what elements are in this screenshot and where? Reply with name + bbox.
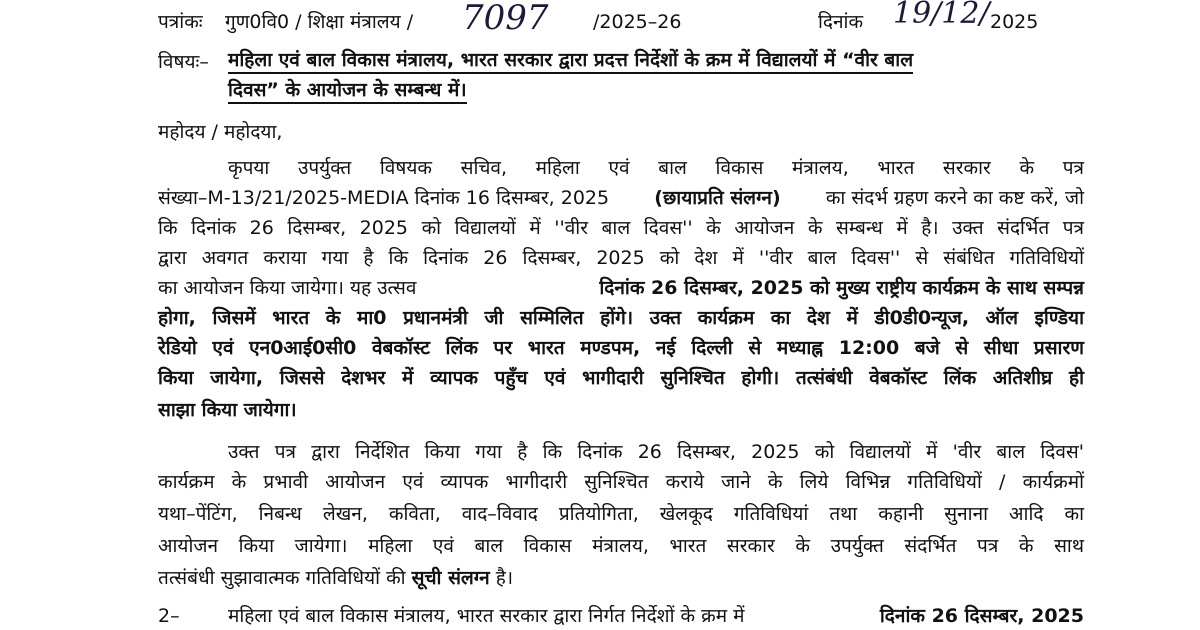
subject-label: विषयः– (158, 51, 209, 73)
para2-line-5-end: है। (495, 567, 514, 589)
copy-attached-note: (छायाप्रति संलग्न) (654, 187, 781, 209)
para1-line-4: द्वारा अवगत कराया गया है कि दिनांक 26 दिसम्बर, 2025 को देश में ''वीर बाल दिवस'' से संबंधित गतिविधियों (158, 247, 1084, 269)
main-event-date: दिनांक 26 दिसम्बर, 2025 को मुख्य राष्ट्रीय कार्यक्रम के साथ सम्पन्न (599, 277, 1084, 299)
handwritten-date: 19/12/ (893, 0, 990, 31)
date-label: दिनांक (818, 11, 864, 33)
letter-reference: संख्या–M-13/21/2025-MEDIA दिनांक 16 दिसम्बर, 2025 (158, 187, 610, 209)
para1-line-6: होगा, जिसमें भारत के मा0 प्रधानमंत्री जी सम्मिलित होंगे। उक्त कार्यक्रम का देश में डी0डी0न्यूज, ऑल इण्डिया (158, 307, 1084, 329)
para1-line-1: कृपया उपर्युक्त विषयक सचिव, महिला एवं बाल विकास मंत्रालय, भारत सरकार के पत्र (228, 157, 1084, 179)
date-year: 2025 (990, 11, 1039, 33)
salutation: महोदय / महोदया, (158, 121, 283, 143)
subject-text-2: दिवस” के आयोजन के सम्बन्ध में। (228, 79, 467, 104)
para1-line-8: किया जायेगा, जिससे देशभर में व्यापक पहुँच एवं भागीदारी सुनिश्चित होगी। तत्संबंधी वेबकॉस्ट लिंक अतिशीघ्र ही (158, 367, 1084, 389)
subject-text-1: महिला एवं बाल विकास मंत्रालय, भारत सरकार द्वारा प्रदत्त निर्देशों के क्रम में विद्यालयों में “वीर बाल (228, 49, 913, 74)
para1-line-2-end: का संदर्भ ग्रहण करने का कष्ट करें, जो (825, 187, 1084, 209)
para1-line-7: रेडियो एवं एन0आई0सी0 वेबकॉस्ट लिंक पर भारत मण्डपम, नई दिल्ली से मध्याह्न 12:00 बजे से सीधा प्रसारण (158, 337, 1084, 359)
ref-label: पत्रांकः (158, 11, 203, 33)
para2-line-1: उक्त पत्र द्वारा निर्देशित किया गया है कि दिनांक 26 दिसम्बर, 2025 को विद्यालयों में 'वीर बाल दिवस' (228, 441, 1084, 463)
para2-line-4: आयोजन किया जायेगा। महिला एवं बाल विकास मंत्रालय, भारत सरकार के उपर्युक्त संदर्भित पत्र के साथ (158, 535, 1084, 557)
para3-number: 2– (158, 605, 180, 627)
para2-line-2: कार्यक्रम के प्रभावी आयोजन एवं व्यापक भागीदारी सुनिश्चित कराये जाने के लिये विभिन्न गतिविधियों / कार्यक्रमों (158, 471, 1084, 493)
subject-line-2 (228, 78, 467, 102)
para3-line-1-start: महिला एवं बाल विकास मंत्रालय, भारत सरकार द्वारा निर्गत निर्देशों के क्रम में (228, 605, 745, 627)
para3-line-1 (228, 604, 1084, 628)
para2-line-3: यथा–पेंटिंग, निबन्ध लेखन, कविता, वाद–विवाद प्रतियोगिता, खेलकूद गतिविधियां तथा कहानी सुनाना आदि का (158, 503, 1084, 525)
handwritten-ref-number: 7097 (462, 0, 549, 38)
list-attached-note: सूची संलग्न (411, 567, 490, 589)
ref-prefix: गुण0वि0 / शिक्षा मंत्रालय / (225, 11, 414, 33)
para2-line-5-start: तत्संबंधी सुझावात्मक गतिविधियों की (158, 567, 406, 589)
para1-line-3: कि दिनांक 26 दिसम्बर, 2025 को विद्यालयों में ''वीर बाल दिवस'' के आयोजन के सम्बन्ध में है। उक्त संदर्भित पत्र (158, 217, 1084, 239)
para3-date: दिनांक 26 दिसम्बर, 2025 (879, 605, 1084, 627)
para1-line-5 (158, 276, 1084, 300)
subject-line-1 (228, 48, 1084, 72)
para2-line-5 (158, 566, 513, 590)
para1-line-5-start: का आयोजन किया जायेगा। यह उत्सव (158, 277, 417, 299)
ref-year: /2025–26 (593, 11, 682, 33)
para1-line-2 (158, 186, 1084, 210)
para1-line-9: साझा किया जायेगा। (158, 399, 297, 421)
